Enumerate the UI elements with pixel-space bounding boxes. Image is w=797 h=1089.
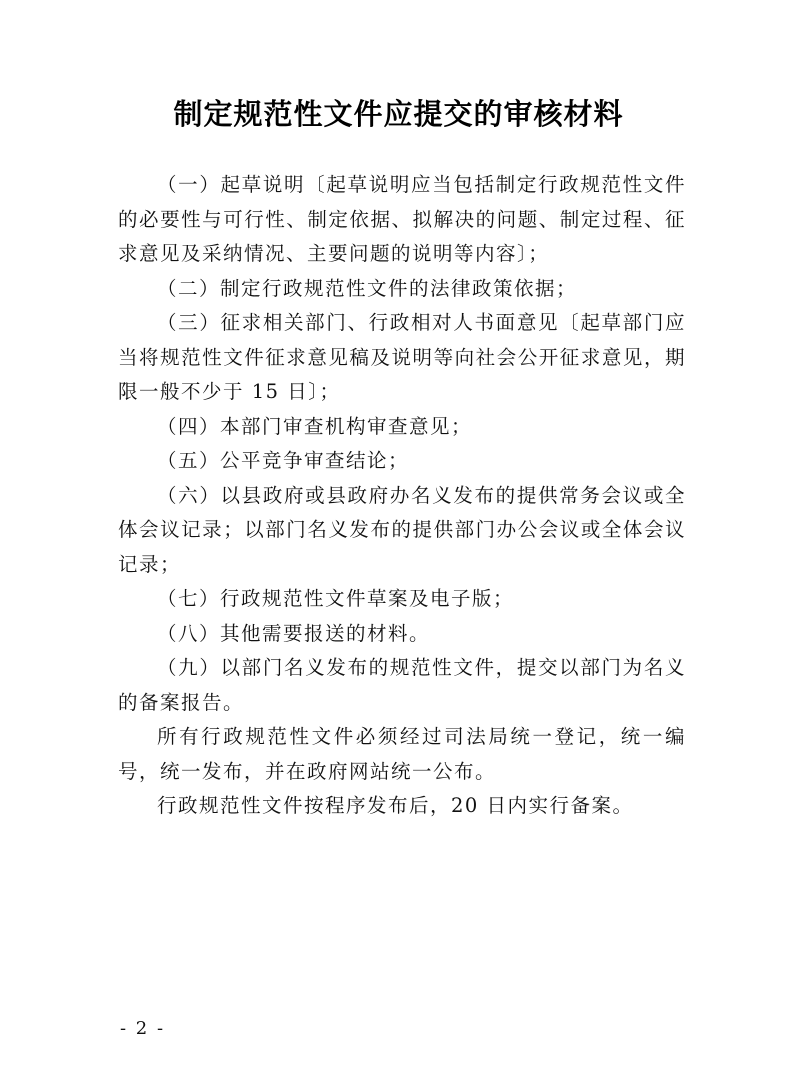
paragraph-item-5: （五）公平竞争审查结论； <box>157 449 410 472</box>
paragraph-item-2: （二）制定行政规范性文件的法律政策依据； <box>157 276 578 300</box>
paragraph-item-9: （九）以部门名义发布的规范性文件，提交以部门为名义的备案报告。 <box>118 656 686 714</box>
paragraph-item-8: （八）其他需要报送的材料。 <box>157 621 431 645</box>
paragraph-item-6: （六）以县政府或县政府办名义发布的提供常务会议或全体会议记录；以部门名义发布的提供部门办公会议或全体会议记录； <box>118 483 686 576</box>
paragraph-item-1: （一）起草说明〔起草说明应当包括制定行政规范性文件的必要性与可行性、制定依据、拟解决的问题、制定过程、征求意见及采纳情况、主要问题的说明等内容〕； <box>118 173 686 265</box>
document-body <box>118 168 686 824</box>
paragraph-item-3: （三）征求相关部门、行政相对人书面意见〔起草部门应当将规范性文件征求意见稿及说明等向社会公开征求意见，期限一般不少于 15 日〕； <box>118 311 686 403</box>
paragraph-item-7: （七）行政规范性文件草案及电子版； <box>157 587 515 610</box>
page-number: - 2 - <box>120 1018 166 1039</box>
document-title: 制定规范性文件应提交的审核材料 <box>173 97 624 131</box>
paragraph-registration: 所有行政规范性文件必须经过司法局统一登记，统一编号，统一发布，并在政府网站统一公布。 <box>118 725 686 783</box>
paragraph-item-4: （四）本部门审查机构审查意见； <box>157 414 473 438</box>
paragraph-filing: 行政规范性文件按程序发布后，20 日内实行备案。 <box>157 794 634 817</box>
